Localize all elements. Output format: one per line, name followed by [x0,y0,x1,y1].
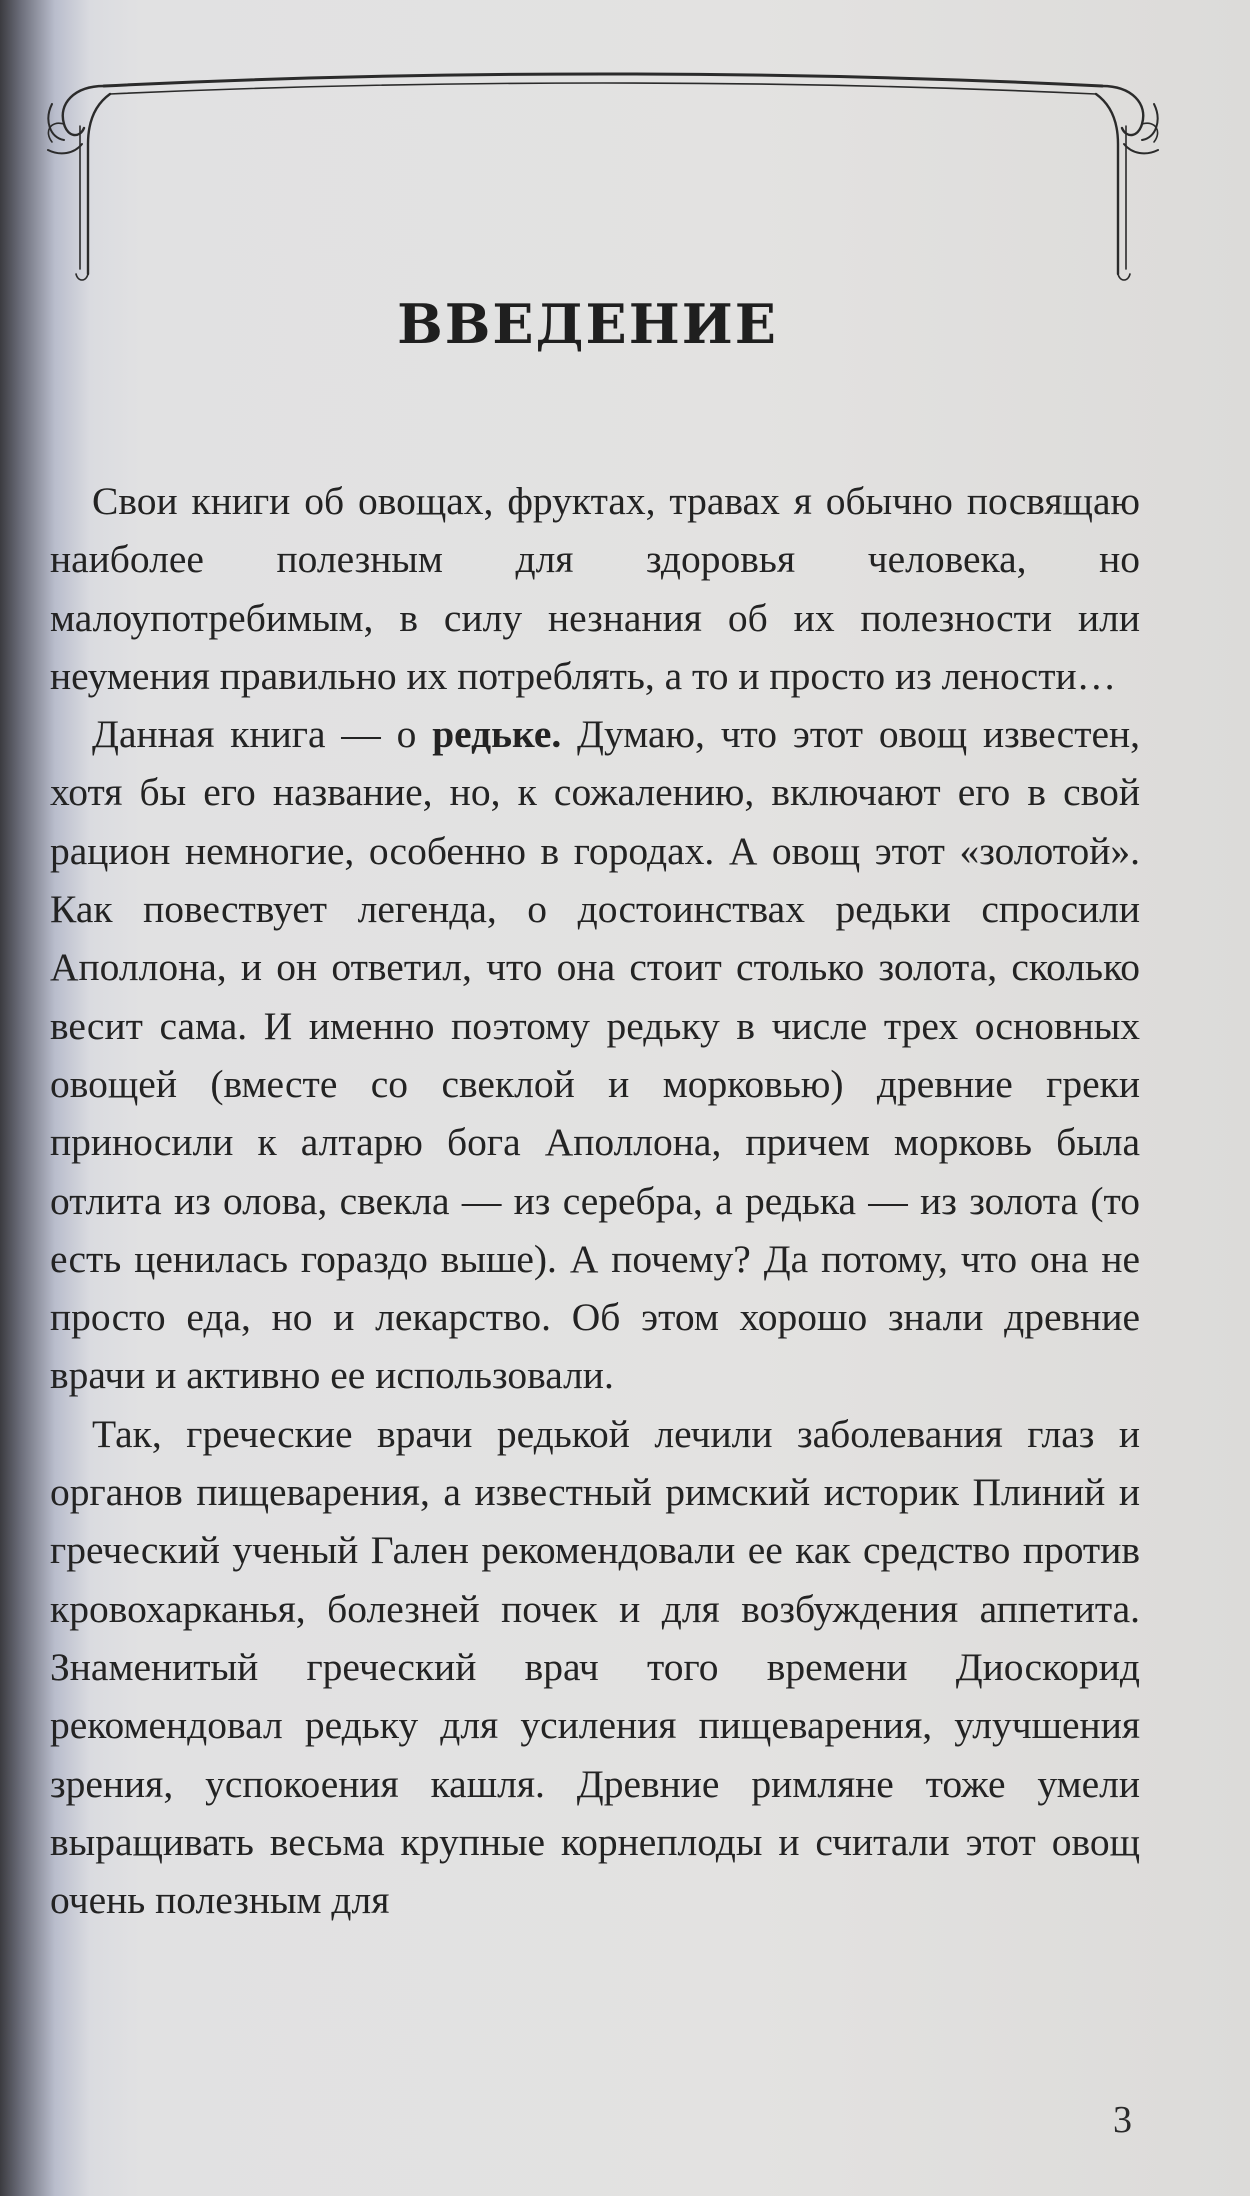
paragraph-text: Так, греческие врачи редькой лечили заболевания глаз и органов пищеварения, а известный римский историк Плиний и греческий ученый Гален рекомендовали ее как средство против кровохарканья, болезней почек и для возбуждения аппетита. Знаменитый греческий врач того времени Диоскорид рекомендовал редьку для усиления пищеварения, улучшения зрения, успокоения кашля. Древние римляне тоже умели выращивать весьма крупные корнеплоды и считали этот овощ очень полезным для [50,1411,1140,1923]
body-text [50,472,1140,1929]
paragraph-text: Данная книга — о [92,712,433,757]
paragraph [50,1405,1140,1930]
chapter-title: ВВЕДЕНИЕ [397,292,778,356]
paragraph-text: Думаю, что этот овощ известен, хотя бы его название, но, к сожалению, включают его в свой рацион немногие, особенно в городах. А овощ этот «золотой». Как повествует легенда, о достоинствах редьки спросили Аполлона, и он ответил, что она стоит столько золота, сколько весит сама. И именно поэтому редьку в числе трех основных овощей (вместе со свеклой и морковью) древние греки приносили к алтарю бога Аполлона, причем морковь была отлита из олова, свекла — из серебра, а редька — из золота (то есть ценилась гораздо выше). А почему? Да потому, что она не просто еда, но и лекарство. Об этом хорошо знали древние врачи и активно ее использовали. [50,712,1141,1398]
paragraph [50,472,1140,705]
page-number: 3 [1113,2099,1132,2141]
paragraph-text: Свои книги об овощах, фруктах, травах я обычно посвящаю наиболее полезным для здоровья человека, но малоупотребимым, в силу незнания об их полезности или неумения правильно их потреблять, а то и просто из лености… [50,479,1140,698]
paragraph [50,705,1140,1405]
emphasized-term: редьке. [432,712,562,757]
ornamental-header-frame [44,64,1162,284]
